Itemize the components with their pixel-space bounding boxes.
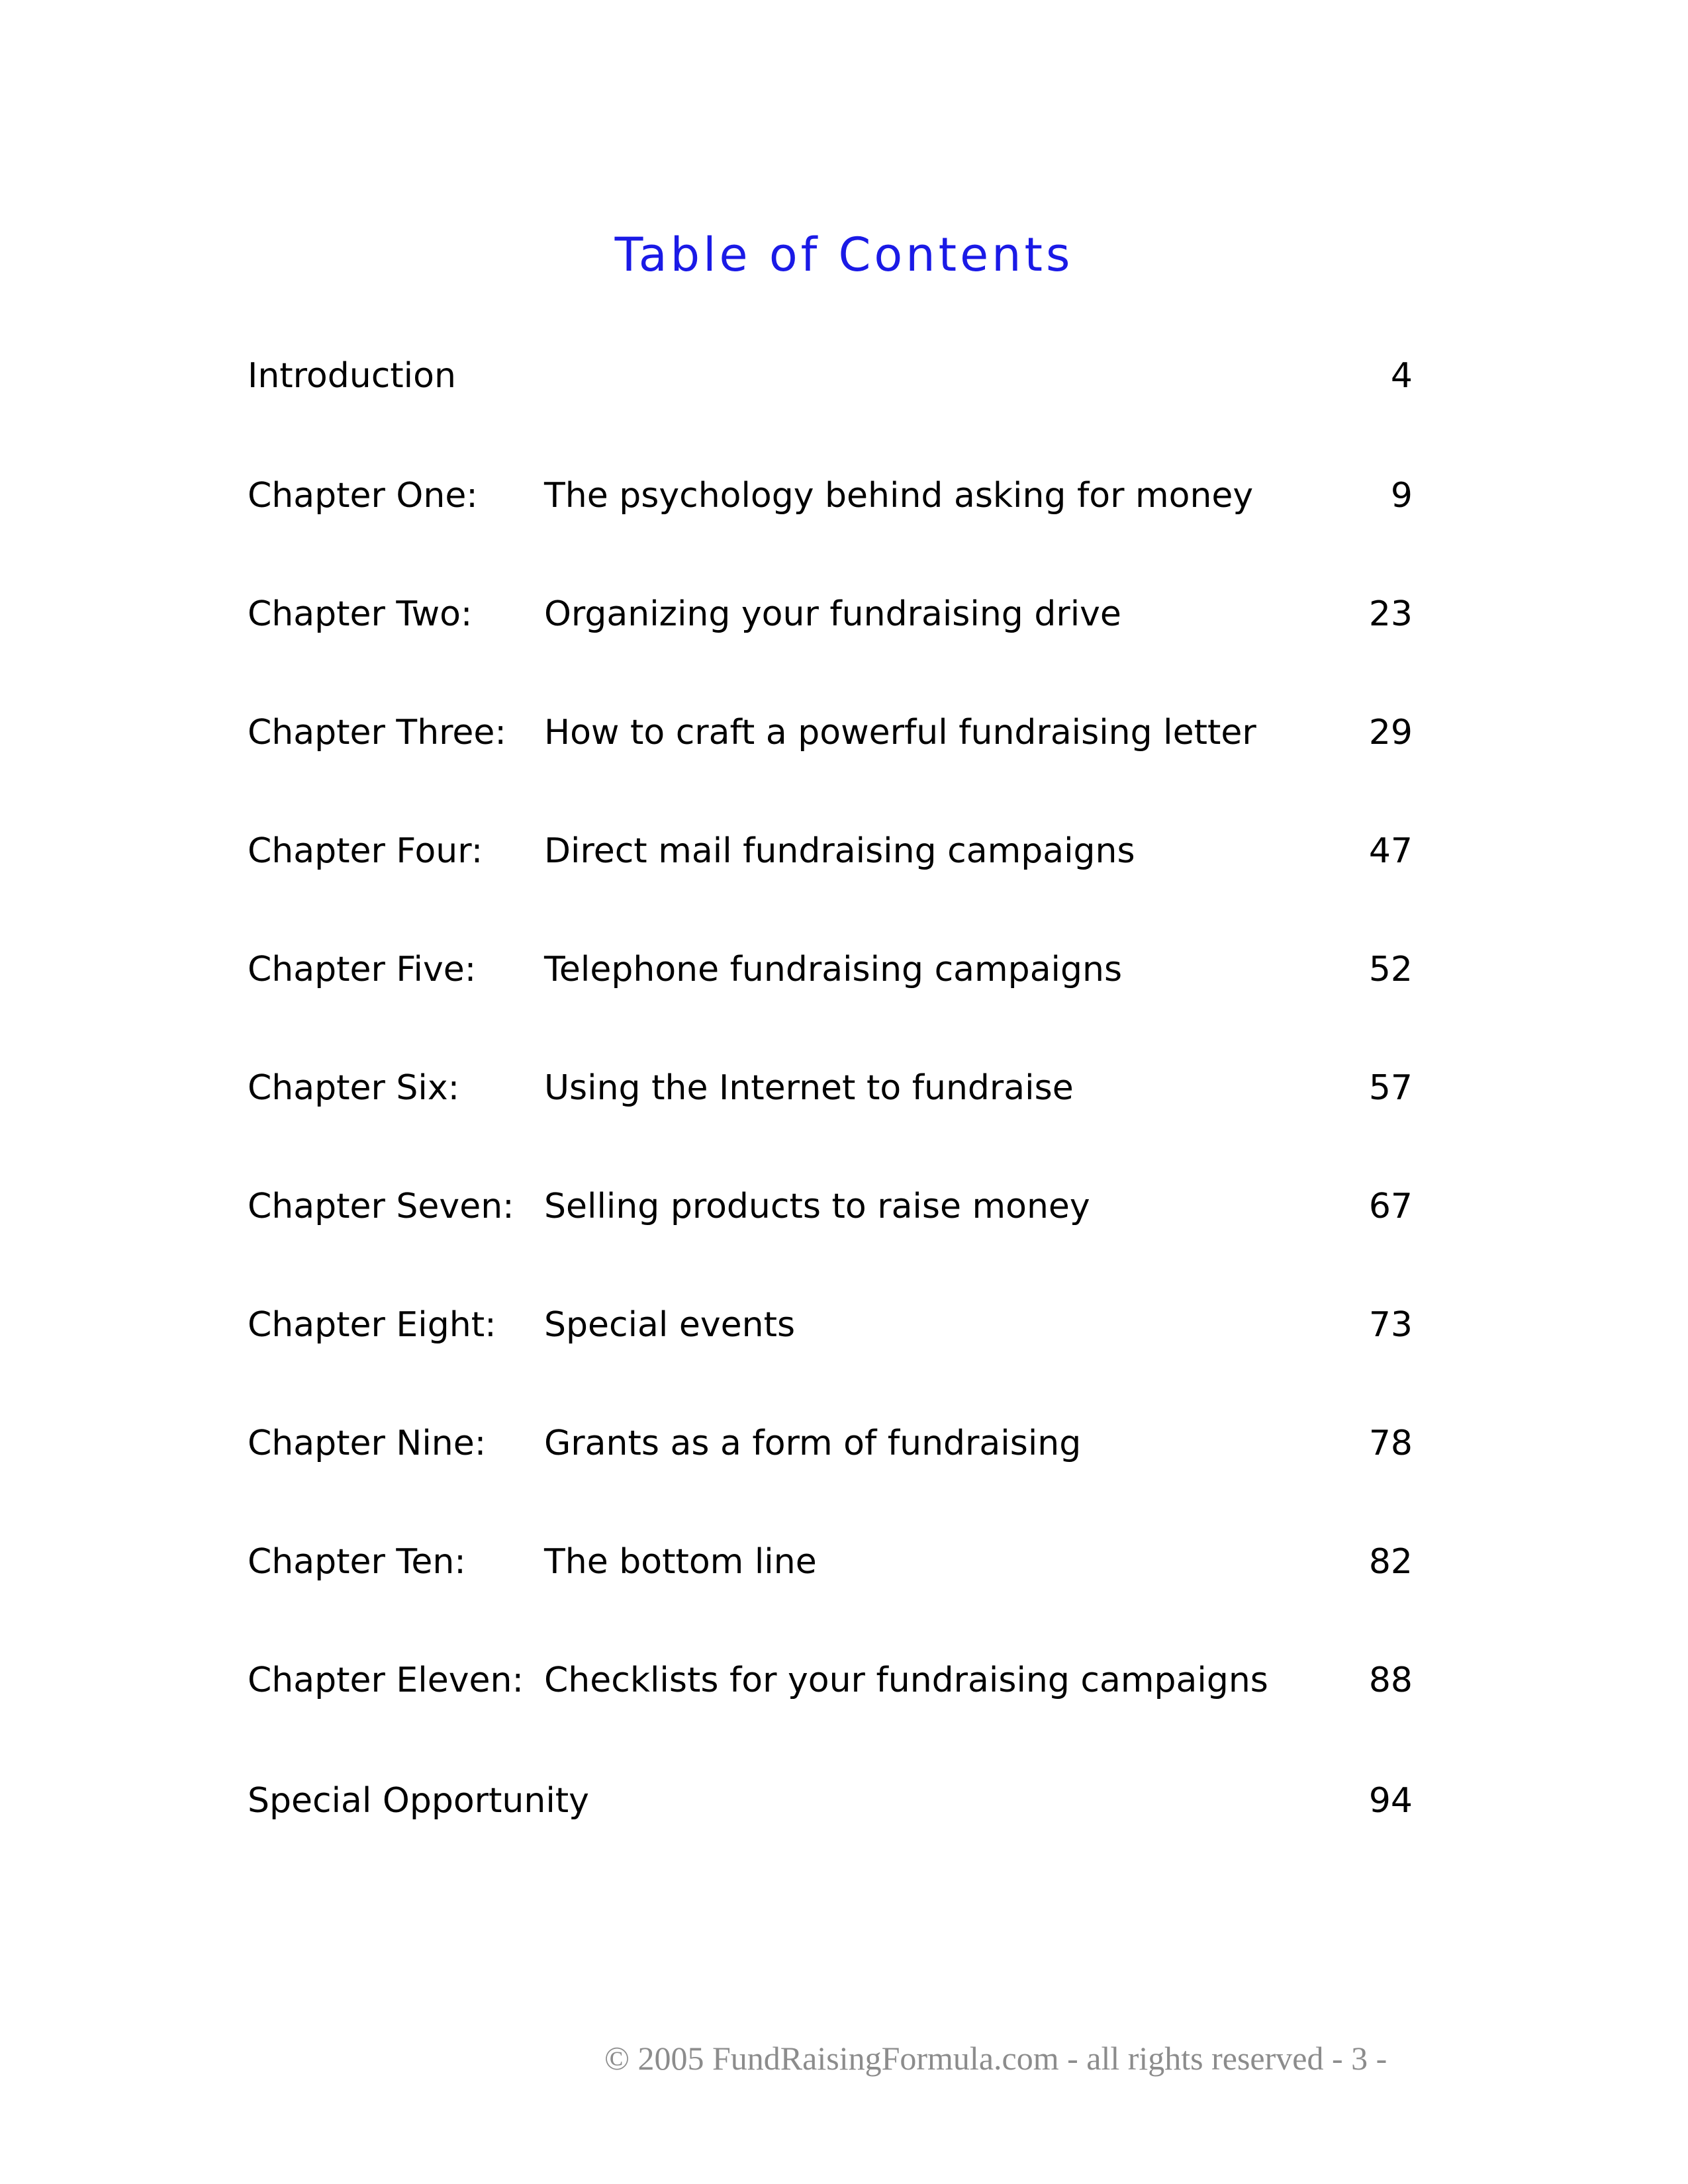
toc-row-chapter-one[interactable]: [248, 469, 1413, 522]
page-footer: © 2005 FundRaisingFormula.com - all rights reserved - 3 -: [604, 2040, 1387, 2077]
toc-page-number: 82: [1368, 1542, 1413, 1582]
toc-row-chapter-three[interactable]: [248, 706, 1413, 759]
toc-label: Chapter Eight:: [248, 1305, 496, 1345]
page-title: Table of Contents: [614, 228, 1074, 282]
toc-label: Special Opportunity: [248, 1781, 589, 1821]
toc-row-chapter-two[interactable]: [248, 588, 1413, 641]
toc-description: Telephone fundraising campaigns: [544, 950, 1123, 989]
toc-page-number: 57: [1368, 1068, 1413, 1108]
toc-page-number: 4: [1390, 356, 1413, 396]
toc-label: Chapter Ten:: [248, 1542, 466, 1582]
toc-label: Chapter Eleven:: [248, 1661, 524, 1700]
toc-label: Introduction: [248, 356, 456, 396]
toc-label: Chapter Five:: [248, 950, 477, 989]
toc-description: Using the Internet to fundraise: [544, 1068, 1074, 1108]
toc-row-chapter-nine[interactable]: [248, 1417, 1413, 1470]
toc-row-chapter-eight[interactable]: [248, 1298, 1413, 1351]
toc-page-number: 23: [1368, 594, 1413, 634]
toc-row-chapter-four[interactable]: [248, 825, 1413, 878]
toc-page-number: 52: [1368, 950, 1413, 989]
toc-label: Chapter Three:: [248, 713, 506, 752]
toc-page-number: 67: [1368, 1187, 1413, 1226]
toc-row-special-opportunity[interactable]: [248, 1774, 1413, 1827]
toc-description: Special events: [544, 1305, 796, 1345]
toc-label: Chapter Four:: [248, 831, 483, 871]
toc-label: Chapter Seven:: [248, 1187, 514, 1226]
toc-page-number: 78: [1368, 1424, 1413, 1463]
toc-description: Checklists for your fundraising campaigns: [544, 1661, 1268, 1700]
toc-page-number: 73: [1368, 1305, 1413, 1345]
toc-label: Chapter One:: [248, 476, 478, 516]
toc-row-chapter-six[interactable]: [248, 1062, 1413, 1115]
toc-description: Grants as a form of fundraising: [544, 1424, 1082, 1463]
toc-row-chapter-seven[interactable]: [248, 1180, 1413, 1233]
toc-page-number: 94: [1368, 1781, 1413, 1821]
toc-page-number: 9: [1390, 476, 1413, 516]
toc-row-chapter-five[interactable]: [248, 943, 1413, 996]
toc-page-number: 47: [1368, 831, 1413, 871]
toc-description: Direct mail fundraising campaigns: [544, 831, 1135, 871]
toc-description: How to craft a powerful fundraising letter: [544, 713, 1256, 752]
toc-description: The bottom line: [544, 1542, 817, 1582]
toc-row-chapter-ten[interactable]: [248, 1535, 1413, 1588]
toc-row-introduction[interactable]: [248, 349, 1413, 402]
toc-description: Organizing your fundraising drive: [544, 594, 1121, 634]
toc-label: Chapter Six:: [248, 1068, 460, 1108]
toc-label: Chapter Nine:: [248, 1424, 487, 1463]
toc-description: Selling products to raise money: [544, 1187, 1090, 1226]
toc-row-chapter-eleven[interactable]: [248, 1654, 1413, 1707]
toc-description: The psychology behind asking for money: [544, 476, 1254, 516]
toc-page-number: 88: [1368, 1661, 1413, 1700]
toc-label: Chapter Two:: [248, 594, 473, 634]
toc-page-number: 29: [1368, 713, 1413, 752]
